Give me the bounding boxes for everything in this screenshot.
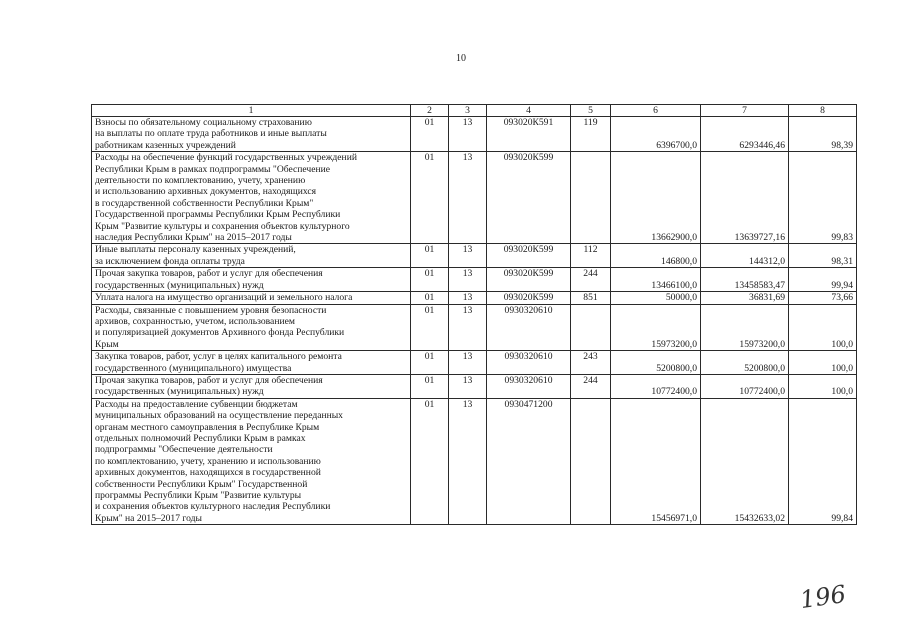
execution-percent-cell: 100,0 xyxy=(789,304,857,351)
section-code-cell: 01 xyxy=(411,304,449,351)
target-article-cell: 0930320610 xyxy=(487,374,571,398)
table-row xyxy=(92,268,857,292)
expense-name-cell: Иные выплаты персоналу казенных учреждений, за исключением фонда оплаты труда xyxy=(92,244,411,268)
target-article-cell: 0930320610 xyxy=(487,351,571,375)
subsection-code-cell: 13 xyxy=(449,398,487,524)
executed-amount-cell: 13639727,16 xyxy=(701,152,789,244)
execution-percent-cell: 100,0 xyxy=(789,351,857,375)
expense-name-cell: Закупка товаров, работ, услуг в целях капитального ремонта государственного (муниципального) имущества xyxy=(92,351,411,375)
executed-amount-cell: 15432633,02 xyxy=(701,398,789,524)
subsection-code-cell: 13 xyxy=(449,268,487,292)
execution-percent-cell: 99,94 xyxy=(789,268,857,292)
execution-percent-cell: 100,0 xyxy=(789,374,857,398)
executed-amount-cell: 36831,69 xyxy=(701,292,789,304)
expense-type-cell: 851 xyxy=(571,292,611,304)
expense-name-cell: Уплата налога на имущество организаций и земельного налога xyxy=(92,292,411,304)
planned-amount-cell: 10772400,0 xyxy=(611,374,701,398)
execution-percent-cell: 73,66 xyxy=(789,292,857,304)
subsection-code-cell: 13 xyxy=(449,152,487,244)
section-code-cell: 01 xyxy=(411,292,449,304)
planned-amount-cell: 146800,0 xyxy=(611,244,701,268)
expense-type-cell xyxy=(571,152,611,244)
target-article-cell: 093020К591 xyxy=(487,117,571,152)
expense-type-cell: 244 xyxy=(571,374,611,398)
expense-name-cell: Расходы на обеспечение функций государственных учреждений Республики Крым в рамках подпрограммы "Обеспечение деятельности по комплектованию, учету, хранению и использованию архивных документов, находящихся в государственной собственности Республики Крым" Государственной программы Республики Крым Республики Крым "Развитие культуры и сохранения объектов культурного наследия Республики Крым" на 2015–2017 годы xyxy=(92,152,411,244)
subsection-code-cell: 13 xyxy=(449,304,487,351)
subsection-code-cell: 13 xyxy=(449,244,487,268)
target-article-cell: 093020К599 xyxy=(487,152,571,244)
subsection-code-cell: 13 xyxy=(449,117,487,152)
table-row xyxy=(92,244,857,268)
table-row xyxy=(92,117,857,152)
planned-amount-cell: 15456971,0 xyxy=(611,398,701,524)
planned-amount-cell: 13466100,0 xyxy=(611,268,701,292)
header-cell: 4 xyxy=(487,105,571,117)
table-row xyxy=(92,351,857,375)
execution-percent-cell: 99,84 xyxy=(789,398,857,524)
header-cell: 2 xyxy=(411,105,449,117)
target-article-cell: 0930320610 xyxy=(487,304,571,351)
target-article-cell: 093020К599 xyxy=(487,244,571,268)
table-header-row xyxy=(92,105,857,117)
table-row xyxy=(92,292,857,304)
expense-type-cell xyxy=(571,398,611,524)
expense-type-cell: 119 xyxy=(571,117,611,152)
expense-type-cell: 112 xyxy=(571,244,611,268)
section-code-cell: 01 xyxy=(411,152,449,244)
execution-percent-cell: 99,83 xyxy=(789,152,857,244)
expense-name-cell: Взносы по обязательному социальному страхованию на выплаты по оплате труда работников и иные выплаты работникам казенных учреждений xyxy=(92,117,411,152)
executed-amount-cell: 6293446,46 xyxy=(701,117,789,152)
budget-execution-table xyxy=(91,104,857,525)
executed-amount-cell: 15973200,0 xyxy=(701,304,789,351)
target-article-cell: 093020К599 xyxy=(487,268,571,292)
subsection-code-cell: 13 xyxy=(449,374,487,398)
section-code-cell: 01 xyxy=(411,351,449,375)
section-code-cell: 01 xyxy=(411,268,449,292)
target-article-cell: 0930471200 xyxy=(487,398,571,524)
expense-name-cell: Расходы, связанные с повышением уровня безопасности архивов, сохранностью, учетом, использованием и популяризацией документов Архивного фонда Республики Крым xyxy=(92,304,411,351)
planned-amount-cell: 13662900,0 xyxy=(611,152,701,244)
section-code-cell: 01 xyxy=(411,117,449,152)
planned-amount-cell: 50000,0 xyxy=(611,292,701,304)
executed-amount-cell: 13458583,47 xyxy=(701,268,789,292)
subsection-code-cell: 13 xyxy=(449,351,487,375)
header-cell: 8 xyxy=(789,105,857,117)
planned-amount-cell: 15973200,0 xyxy=(611,304,701,351)
expense-name-cell: Расходы на предоставление субвенции бюджетам муниципальных образований на осуществление переданных органам местного самоуправления в Республике Крым отдельных полномочий Республики Крым в рамках подпрограммы "Обеспечение деятельности по комплектованию, учету, хранению и использованию архивных документов, находящихся в государственной собственности Республики Крым" Государственной программы Республики Крым "Развитие культуры и сохранения объектов культурного наследия Республики Крым" на 2015–2017 годы xyxy=(92,398,411,524)
execution-percent-cell: 98,31 xyxy=(789,244,857,268)
expense-type-cell: 243 xyxy=(571,351,611,375)
page-number: 10 xyxy=(456,53,466,64)
target-article-cell: 093020К599 xyxy=(487,292,571,304)
section-code-cell: 01 xyxy=(411,244,449,268)
table-row xyxy=(92,152,857,244)
planned-amount-cell: 5200800,0 xyxy=(611,351,701,375)
header-cell: 6 xyxy=(611,105,701,117)
section-code-cell: 01 xyxy=(411,398,449,524)
header-cell: 3 xyxy=(449,105,487,117)
header-cell: 7 xyxy=(701,105,789,117)
table-row xyxy=(92,304,857,351)
table-row xyxy=(92,374,857,398)
executed-amount-cell: 10772400,0 xyxy=(701,374,789,398)
executed-amount-cell: 144312,0 xyxy=(701,244,789,268)
header-cell: 5 xyxy=(571,105,611,117)
table-row xyxy=(92,398,857,524)
subsection-code-cell: 13 xyxy=(449,292,487,304)
expense-type-cell: 244 xyxy=(571,268,611,292)
execution-percent-cell: 98,39 xyxy=(789,117,857,152)
handwritten-page-mark: 196 xyxy=(798,579,848,615)
planned-amount-cell: 6396700,0 xyxy=(611,117,701,152)
expense-name-cell: Прочая закупка товаров, работ и услуг для обеспечения государственных (муниципальных) нужд xyxy=(92,374,411,398)
executed-amount-cell: 5200800,0 xyxy=(701,351,789,375)
expense-type-cell xyxy=(571,304,611,351)
section-code-cell: 01 xyxy=(411,374,449,398)
header-cell: 1 xyxy=(92,105,411,117)
expense-name-cell: Прочая закупка товаров, работ и услуг для обеспечения государственных (муниципальных) нужд xyxy=(92,268,411,292)
